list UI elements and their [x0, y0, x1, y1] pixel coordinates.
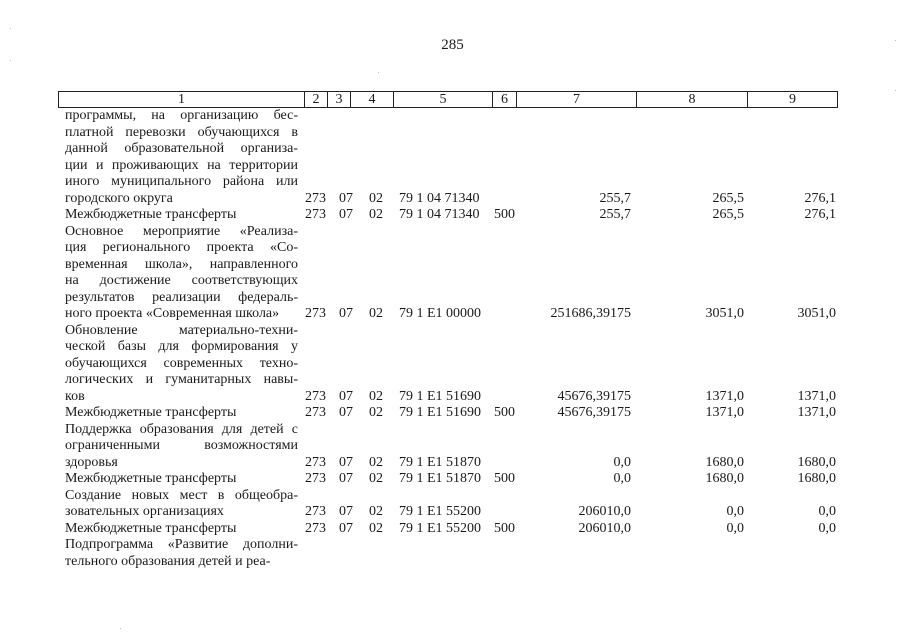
cell-col-7: 45676,39175 — [557, 405, 631, 420]
description-line: иного муниципального района или — [65, 174, 298, 189]
cell-col-8: 265,5 — [712, 190, 744, 206]
cell-col-8: 0,0 — [726, 504, 744, 519]
description-line: программы, на организацию бес- — [65, 108, 298, 123]
cell-col-8: 265,5 — [712, 207, 744, 222]
header-col-4: 4 — [350, 92, 393, 107]
cell-col-4: 02 — [369, 190, 383, 206]
cell-col-9: 1680,0 — [797, 471, 836, 486]
cell-col-5: 79 1 04 71340 — [399, 207, 480, 222]
description-line: на достижение соответствующих — [65, 273, 298, 288]
cell-col-6: 500 — [494, 207, 515, 222]
cell-col-3: 07 — [339, 388, 353, 404]
scan-speck — [10, 60, 11, 61]
cell-col-4: 02 — [369, 388, 383, 404]
cell-col-2: 273 — [305, 190, 326, 206]
scan-speck — [378, 72, 379, 73]
cell-col-4: 02 — [369, 207, 383, 222]
cell-col-6: 500 — [494, 471, 515, 486]
scan-speck — [895, 40, 896, 41]
description-line: результатов реализации федераль- — [65, 289, 298, 305]
cell-col-7: 255,7 — [599, 207, 631, 222]
header-col-9: 9 — [747, 92, 837, 107]
cell-col-5: 79 1 E1 51870 — [399, 454, 482, 470]
description-line: ческой базы для формирования у — [65, 339, 298, 354]
description-line: Межбюджетные трансферты — [65, 207, 237, 222]
cell-col-8: 1680,0 — [705, 454, 744, 470]
header-col-3: 3 — [327, 92, 350, 107]
cell-col-8: 1680,0 — [705, 471, 744, 486]
cell-col-2: 273 — [305, 454, 326, 470]
cell-col-4: 02 — [369, 520, 383, 536]
description-line: ков — [65, 388, 85, 404]
cell-col-3: 07 — [339, 454, 353, 470]
cell-col-9: 1371,0 — [797, 405, 836, 420]
cell-col-2: 273 — [305, 471, 326, 486]
scan-speck — [10, 28, 11, 29]
description-line: здоровья — [65, 454, 118, 470]
cell-col-2: 273 — [305, 207, 326, 222]
cell-col-5: 79 1 E1 51690 — [399, 388, 482, 404]
cell-col-5: 79 1 E1 55200 — [399, 504, 482, 519]
cell-col-7: 255,7 — [599, 190, 631, 206]
table-header — [58, 91, 838, 108]
row-description — [65, 488, 298, 521]
description-line: городского округа — [65, 190, 173, 206]
cell-col-4: 02 — [369, 405, 383, 420]
row-description — [65, 405, 298, 422]
description-line: ограниченными возможностями — [65, 438, 298, 453]
cell-col-7: 0,0 — [613, 454, 631, 470]
cell-col-5: 79 1 04 71340 — [399, 190, 480, 206]
cell-col-4: 02 — [369, 454, 383, 470]
description-line: платной перевозки обучающихся в — [65, 124, 298, 140]
cell-col-8: 0,0 — [726, 520, 744, 536]
cell-col-4: 02 — [369, 471, 383, 486]
cell-col-9: 0,0 — [818, 520, 836, 536]
cell-col-3: 07 — [339, 207, 353, 222]
header-col-6: 6 — [492, 92, 516, 107]
header-col-2: 2 — [304, 92, 327, 107]
description-line: обучающихся современных техно- — [65, 355, 298, 371]
header-col-5: 5 — [393, 92, 492, 107]
header-col-8: 8 — [636, 92, 747, 107]
scan-speck — [895, 90, 896, 91]
row-description — [65, 207, 298, 224]
cell-col-3: 07 — [339, 190, 353, 206]
cell-col-8: 1371,0 — [705, 388, 744, 404]
cell-col-5: 79 1 E1 55200 — [399, 520, 482, 536]
description-line: Межбюджетные трансферты — [65, 405, 237, 420]
cell-col-5: 79 1 E1 51870 — [399, 471, 482, 486]
cell-col-7: 251686,39175 — [550, 306, 631, 321]
description-line: Межбюджетные трансферты — [65, 471, 237, 486]
row-description — [65, 323, 298, 406]
description-line: Межбюджетные трансферты — [65, 520, 237, 536]
cell-col-7: 0,0 — [613, 471, 631, 486]
cell-col-5: 79 1 E1 51690 — [399, 405, 482, 420]
header-col-7: 7 — [516, 92, 636, 107]
cell-col-5: 79 1 E1 00000 — [399, 306, 482, 321]
cell-col-9: 276,1 — [804, 190, 836, 206]
description-line: ции и проживающих на территории — [65, 157, 298, 173]
description-line: ного проекта «Современная школа» — [65, 306, 280, 321]
cell-col-6: 500 — [494, 405, 515, 420]
row-description — [65, 537, 298, 570]
description-line: Обновление материально-техни- — [65, 322, 298, 338]
cell-col-3: 07 — [339, 306, 353, 321]
cell-col-8: 3051,0 — [705, 306, 744, 321]
description-line: Подпрограмма «Развитие дополни- — [65, 537, 298, 552]
description-line: зовательных организациях — [65, 504, 224, 519]
description-line: временная школа», направленного — [65, 256, 298, 272]
cell-col-3: 07 — [339, 520, 353, 536]
cell-col-2: 273 — [305, 388, 326, 404]
cell-col-9: 3051,0 — [797, 306, 836, 321]
description-line: Создание новых мест в общеобра- — [65, 487, 298, 503]
cell-col-4: 02 — [369, 306, 383, 321]
cell-col-8: 1371,0 — [705, 405, 744, 420]
row-description — [65, 422, 298, 472]
cell-col-9: 1371,0 — [797, 388, 836, 404]
page-number: 285 — [441, 37, 464, 53]
cell-col-2: 273 — [305, 405, 326, 420]
scan-speck — [120, 628, 121, 629]
cell-col-9: 0,0 — [818, 504, 836, 519]
cell-col-9: 1680,0 — [797, 454, 836, 470]
cell-col-9: 276,1 — [804, 207, 836, 222]
cell-col-3: 07 — [339, 471, 353, 486]
description-line: тельного образования детей и реа- — [65, 553, 271, 569]
cell-col-3: 07 — [339, 504, 353, 519]
row-description — [65, 471, 298, 488]
description-line: Основное мероприятие «Реализа- — [65, 223, 298, 239]
cell-col-2: 273 — [305, 306, 326, 321]
cell-col-7: 45676,39175 — [557, 388, 631, 404]
row-description — [65, 224, 298, 323]
description-line: логических и гуманитарных навы- — [65, 372, 298, 387]
row-description — [65, 108, 298, 207]
cell-col-7: 206010,0 — [578, 504, 631, 519]
cell-col-4: 02 — [369, 504, 383, 519]
header-col-1: 1 — [178, 92, 185, 107]
description-line: ция регионального проекта «Со- — [65, 240, 298, 255]
cell-col-7: 206010,0 — [578, 520, 631, 536]
description-line: Поддержка образования для детей с — [65, 421, 298, 437]
cell-col-2: 273 — [305, 520, 326, 536]
cell-col-6: 500 — [494, 520, 515, 536]
description-line: данной образовательной организа- — [65, 141, 298, 156]
cell-col-2: 273 — [305, 504, 326, 519]
cell-col-3: 07 — [339, 405, 353, 420]
row-description — [65, 521, 298, 538]
